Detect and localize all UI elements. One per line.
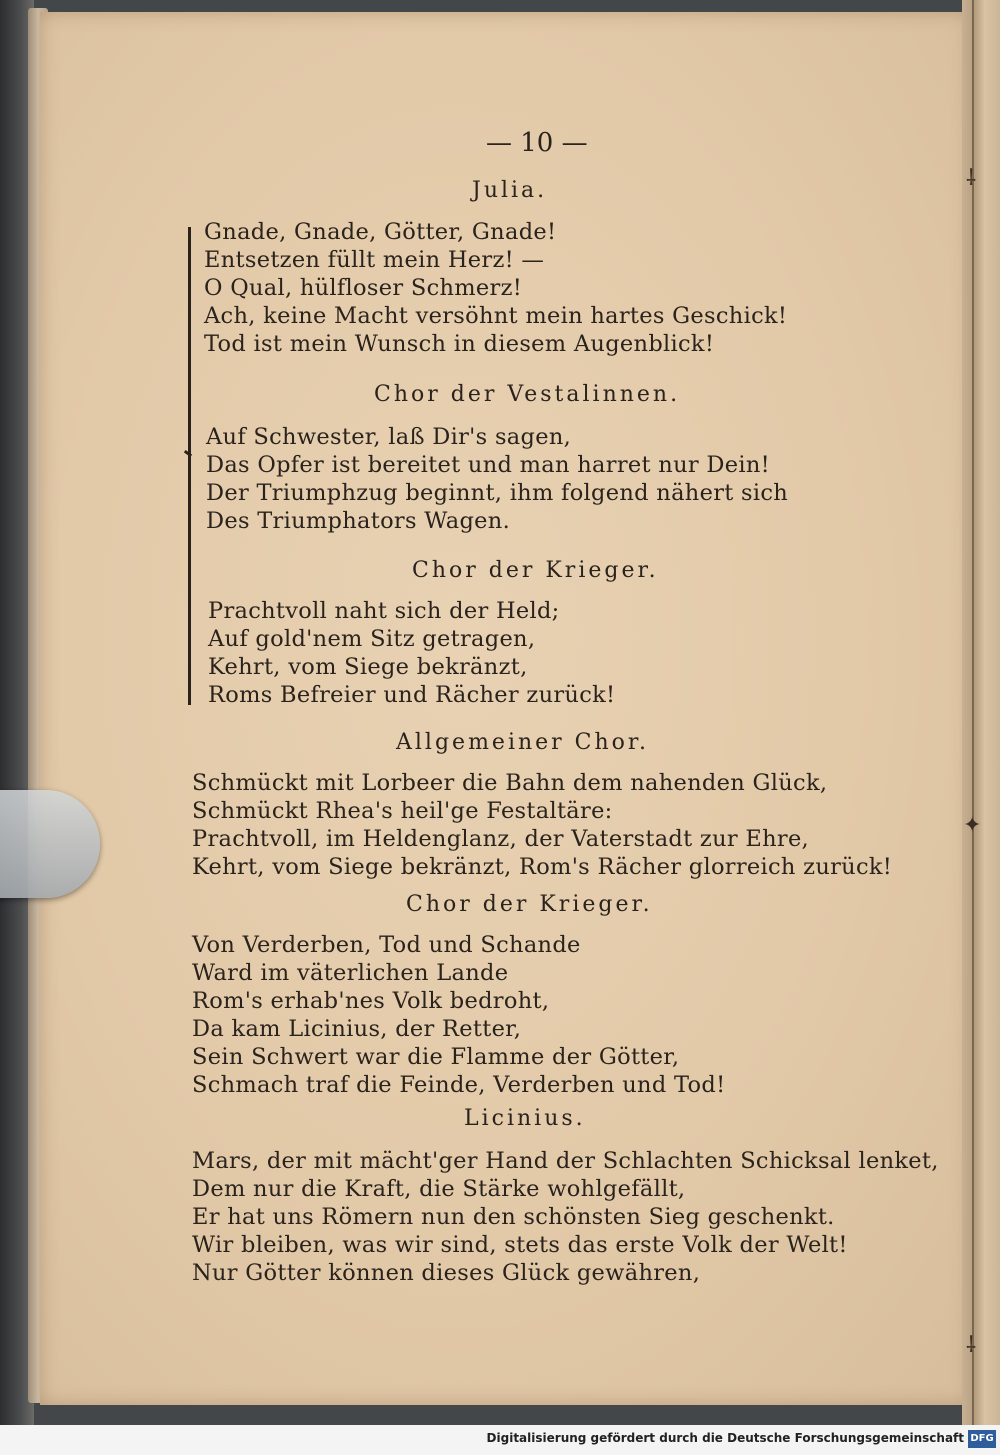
verse-line: Wir bleiben, was wir sind, stets das erste Volk der Welt! [192,1232,848,1258]
verse-line: Kehrt, vom Siege bekränzt, [208,654,528,680]
binding-stitch-icon: ✦ [963,813,982,838]
section-heading-julia: Julia. [472,178,548,203]
verse-line: Schmückt Rhea's heil'ge Festaltäre: [192,798,613,824]
gutter-fold-line [972,0,974,1425]
verse-line: Er hat uns Römern nun den schönsten Sieg geschenkt. [192,1204,835,1230]
footer-bar [0,1425,1000,1455]
verse-line: Des Triumphators Wagen. [206,508,511,534]
verse-line: Gnade, Gnade, Götter, Gnade! [204,219,557,245]
verse-line: Von Verderben, Tod und Schande [192,932,581,958]
binding-stitch-icon: ⸸ [965,166,977,191]
verse-line: Schmach traf die Feinde, Verderben und Tod! [192,1072,726,1098]
verse-line: Da kam Licinius, der Retter, [192,1016,522,1042]
verse-line: O Qual, hülfloser Schmerz! [204,275,523,301]
book-gutter [962,0,1000,1425]
verse-line: Dem nur die Kraft, die Stärke wohlgefällt, [192,1176,686,1202]
section-heading-licinius: Licinius. [464,1106,586,1131]
verse-line: Kehrt, vom Siege bekränzt, Rom's Rächer glorreich zurück! [192,854,893,880]
verse-line: Mars, der mit mächt'ger Hand der Schlachten Schicksal lenket, [192,1148,939,1174]
verse-line: Roms Befreier und Rächer zurück! [208,682,616,708]
verse-line: Sein Schwert war die Flamme der Götter, [192,1044,680,1070]
verse-line: Auf gold'nem Sitz getragen, [208,626,536,652]
verse-line: Prachtvoll naht sich der Held; [208,598,560,624]
verse-line: Entsetzen füllt mein Herz! — [204,247,545,273]
page-number: — 10 — [486,128,588,158]
verse-line: Schmückt mit Lorbeer die Bahn dem nahenden Glück, [192,770,828,796]
digitization-credit: Digitalisierung gefördert durch die Deutsche Forschungsgemeinschaft [486,1431,964,1445]
verse-line: Nur Götter können dieses Glück gewähren, [192,1260,701,1286]
verse-line: Prachtvoll, im Heldenglanz, der Vaterstadt zur Ehre, [192,826,810,852]
book-page [40,12,970,1405]
verse-line: Ward im väterlichen Lande [192,960,509,986]
section-heading-allgemeiner-chor: Allgemeiner Chor. [396,730,650,755]
verse-line: Ach, keine Macht versöhnt mein hartes Geschick! [204,303,788,329]
verse-line: Der Triumphzug beginnt, ihm folgend nähert sich [206,480,789,506]
verse-line: Das Opfer ist bereitet und man harret nur Dein! [206,452,770,478]
section-heading-chor-der-vestalinnen: Chor der Vestalinnen. [374,382,681,407]
section-heading-chor-der-krieger: Chor der Krieger. [412,558,659,583]
verse-line: Rom's erhab'nes Volk bedroht, [192,988,550,1014]
section-heading-chor-der-krieger-2: Chor der Krieger. [406,892,653,917]
bracket-line [188,227,191,705]
verse-line: Tod ist mein Wunsch in diesem Augenblick! [204,331,715,357]
binding-stitch-icon: ⸸ [965,1333,977,1358]
verse-line: Auf Schwester, laß Dir's sagen, [206,424,572,450]
dfg-logo-icon: DFG [968,1430,996,1448]
